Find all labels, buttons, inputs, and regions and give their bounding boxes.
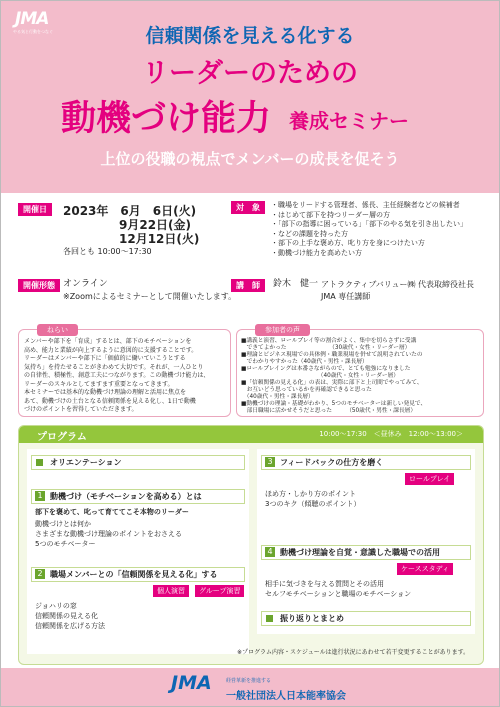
section-1-lead: 部下を褒めて、叱って育ててこそ本物のリーダー	[35, 508, 189, 516]
voice-line: 部日職場に活かせそうだと思った （50歳代・男性・課長層）	[241, 408, 417, 414]
aim-tag: ねらい	[37, 324, 78, 336]
program-item: 相手に気づきを与える質問とその活用	[265, 580, 384, 588]
footer-jma-logo: JMA	[171, 672, 212, 694]
aim-line: メンバーや部下を「育成」するとは、部下のモチベーションを	[24, 338, 192, 345]
bullet-square-icon	[36, 459, 43, 466]
method-value: オンライン	[63, 279, 108, 289]
program-right-column	[257, 449, 475, 634]
program-item: さまざまな動機づけ理論のポイントをおさえる	[35, 530, 182, 538]
section-4-items	[265, 579, 411, 599]
jma-logo: JMA	[15, 9, 49, 29]
section-number: 1	[35, 491, 45, 501]
header-subtitle: 上位の役職の視点でメンバーの成長を促そう	[100, 150, 400, 168]
voices-tag: 参加者の声	[255, 324, 310, 336]
header-banner	[1, 1, 499, 193]
section-3	[261, 455, 471, 470]
header-line-2: リーダーのための	[142, 58, 358, 89]
program-item: 動機づけとは何か	[35, 520, 91, 528]
case-study-tag: ケーススタディ	[397, 563, 453, 575]
section-title: 動機づけ（モチベーションを高める）とは	[50, 492, 202, 501]
program-item: 5つのモチベーター	[35, 540, 96, 548]
aim-text	[24, 338, 228, 415]
section-wrapup	[261, 611, 471, 626]
section-1-items	[35, 519, 182, 549]
target-item: ・ 職場をリードする管理者、係長、主任経験者などの候補者	[271, 201, 493, 211]
target-list	[271, 201, 493, 258]
method-note: ※Zoomによるセミナーとして開催いたします。	[63, 292, 237, 301]
program-item: ジョハリの窓	[35, 602, 77, 610]
section-number: 2	[35, 569, 45, 579]
program-title: プログラム	[37, 432, 87, 443]
voice-line: でわかりやすかった（40歳代・男性・課長層）	[241, 359, 368, 365]
voice-line: ■「信頼関係の見える化」の表は、実際に部下と上司間でやってみて、	[241, 380, 423, 386]
program-section	[18, 425, 484, 665]
logo-subtitle: やる気と行動をつなぐ	[13, 29, 53, 34]
instructor-name: 鈴木 健一	[273, 279, 319, 289]
method-tag: 開催形態	[18, 279, 60, 292]
header-line-1: 信頼関係を見える化する	[145, 25, 355, 47]
target-item: ・ 動機づけ能力を高めたい方	[271, 249, 493, 259]
aim-line: あて、動機づけの土台となる信頼関係を見える化し、1日で動機	[24, 397, 196, 405]
program-header	[19, 426, 483, 443]
aim-box	[18, 326, 231, 417]
aim-line: の自律性、積極性、創意工夫につながります。この動機づけ能力は、	[24, 372, 210, 379]
schedule-date-2: 9月22日(金)	[119, 218, 192, 232]
section-number: 4	[265, 547, 275, 557]
voice-line: ■ロールプレイングは本番さながらので、とても勉強になりました	[241, 366, 411, 372]
section-2-items	[35, 601, 105, 631]
roleplay-tag: ロールプレイ	[405, 473, 454, 485]
schedule-date-3: 12月12日(火)	[119, 232, 200, 246]
program-item: ほめ方・しかり方のポイント	[265, 490, 356, 498]
program-item: セルフモチベーションと職場のモチベーション	[265, 590, 412, 598]
instructor-tag: 講 師	[231, 279, 265, 292]
section-orientation	[31, 455, 245, 470]
target-tag: 対 象	[231, 201, 265, 214]
schedule-time: 各回とも 10:00～17:30	[63, 247, 152, 256]
voice-line: ■理論とビジネス現場での具体例・職業現場を併せて説明されていたの	[241, 352, 423, 358]
bullet-square-icon	[266, 615, 273, 622]
aim-line: 気持ち」を持たせることがきわめて大切です。それが、一人ひとり	[24, 363, 204, 371]
section-1	[31, 489, 245, 504]
footer-organization: 一般社団法人日本能率協会	[226, 691, 346, 702]
schedule-tag: 開催日	[18, 203, 52, 216]
voice-line: できてよかった （30歳代・女性・リーダー層）	[241, 345, 411, 351]
group-exercise-tag: グループ演習	[195, 585, 244, 597]
target-item: ・ はじめて部下を持つリーダー層の方	[271, 211, 493, 221]
program-item: 信頼関係を広げる方法	[35, 622, 105, 630]
section-title: 動機づけ理論を自覚・意識した職場での活用	[280, 548, 440, 557]
section-title: オリエンテーション	[50, 458, 122, 467]
aim-line: 本セミナーでは基本的な動機づけ理論の理解と活用に焦点を	[24, 389, 187, 396]
header-main-title: 動機づけ能力	[61, 99, 272, 139]
program-left-column	[27, 449, 249, 654]
section-title: 振り返りとまとめ	[280, 614, 344, 623]
target-item: ・ などの課題を持った方	[271, 230, 493, 240]
aim-line: 高め、能力と業績が向上するように意図的に支援することです。	[24, 346, 198, 354]
schedule-date-1: 2023年 6月 6日(火)	[63, 204, 197, 218]
voice-line: お互いどう思っているかを再確認できると思った	[241, 387, 372, 393]
target-item: ・ 「部下の指導に困っている」「部下のやる気を引き出したい」	[271, 220, 493, 230]
program-item: 信頼関係の見える化	[35, 612, 98, 620]
section-3-items	[265, 489, 360, 509]
program-note: ※プログラム内容・スケジュールは進行状況にあわせて若干変更することがあります。	[237, 649, 470, 656]
aim-line: づけのポイントを習得していただきます。	[24, 406, 138, 413]
section-title: 職場メンバーとの「信頼関係を見える化」する	[50, 570, 218, 579]
section-4	[261, 545, 471, 560]
header-title-suffix: 養成セミナー	[289, 109, 409, 133]
program-item: 3つのキク（傾聴のポイント）	[265, 500, 361, 508]
section-title: フィードバックの仕方を磨く	[280, 458, 384, 467]
voice-line: ■講義と演習、ロールプレイ等の割合がよく、集中を切らさずに受講	[241, 338, 417, 344]
voices-text	[241, 338, 481, 415]
voices-box	[236, 326, 484, 417]
aim-line: リーダーのスキルとしてますます重要となってきます。	[24, 380, 174, 388]
individual-exercise-tag: 個人演習	[153, 585, 189, 597]
instructor-org: アトラクティブバリュー㈱ 代表取締役社長	[321, 280, 475, 289]
aim-line: リーダーはメンバーや部下に「価値的に働いていこうとする	[24, 355, 186, 362]
footer-tagline: 経営革新を推進する	[226, 678, 272, 684]
voice-line: （40歳代・女性・リーダー層）	[241, 373, 399, 379]
voice-line: ■動機づけの理論・基礎がわかり、5つのモチベーターは新しい発見で、	[241, 401, 427, 407]
target-item: ・ 部下の上手な褒め方、叱り方を身につけたい方	[271, 239, 493, 249]
section-2	[31, 567, 245, 582]
program-time: 10:00～17:30 ＜昼休み 12:00～13:00＞	[319, 430, 463, 438]
section-number: 3	[265, 457, 275, 467]
instructor-title: JMA 専任講師	[321, 292, 371, 301]
voice-line: （40歳代・男性・課長層）	[241, 394, 314, 400]
